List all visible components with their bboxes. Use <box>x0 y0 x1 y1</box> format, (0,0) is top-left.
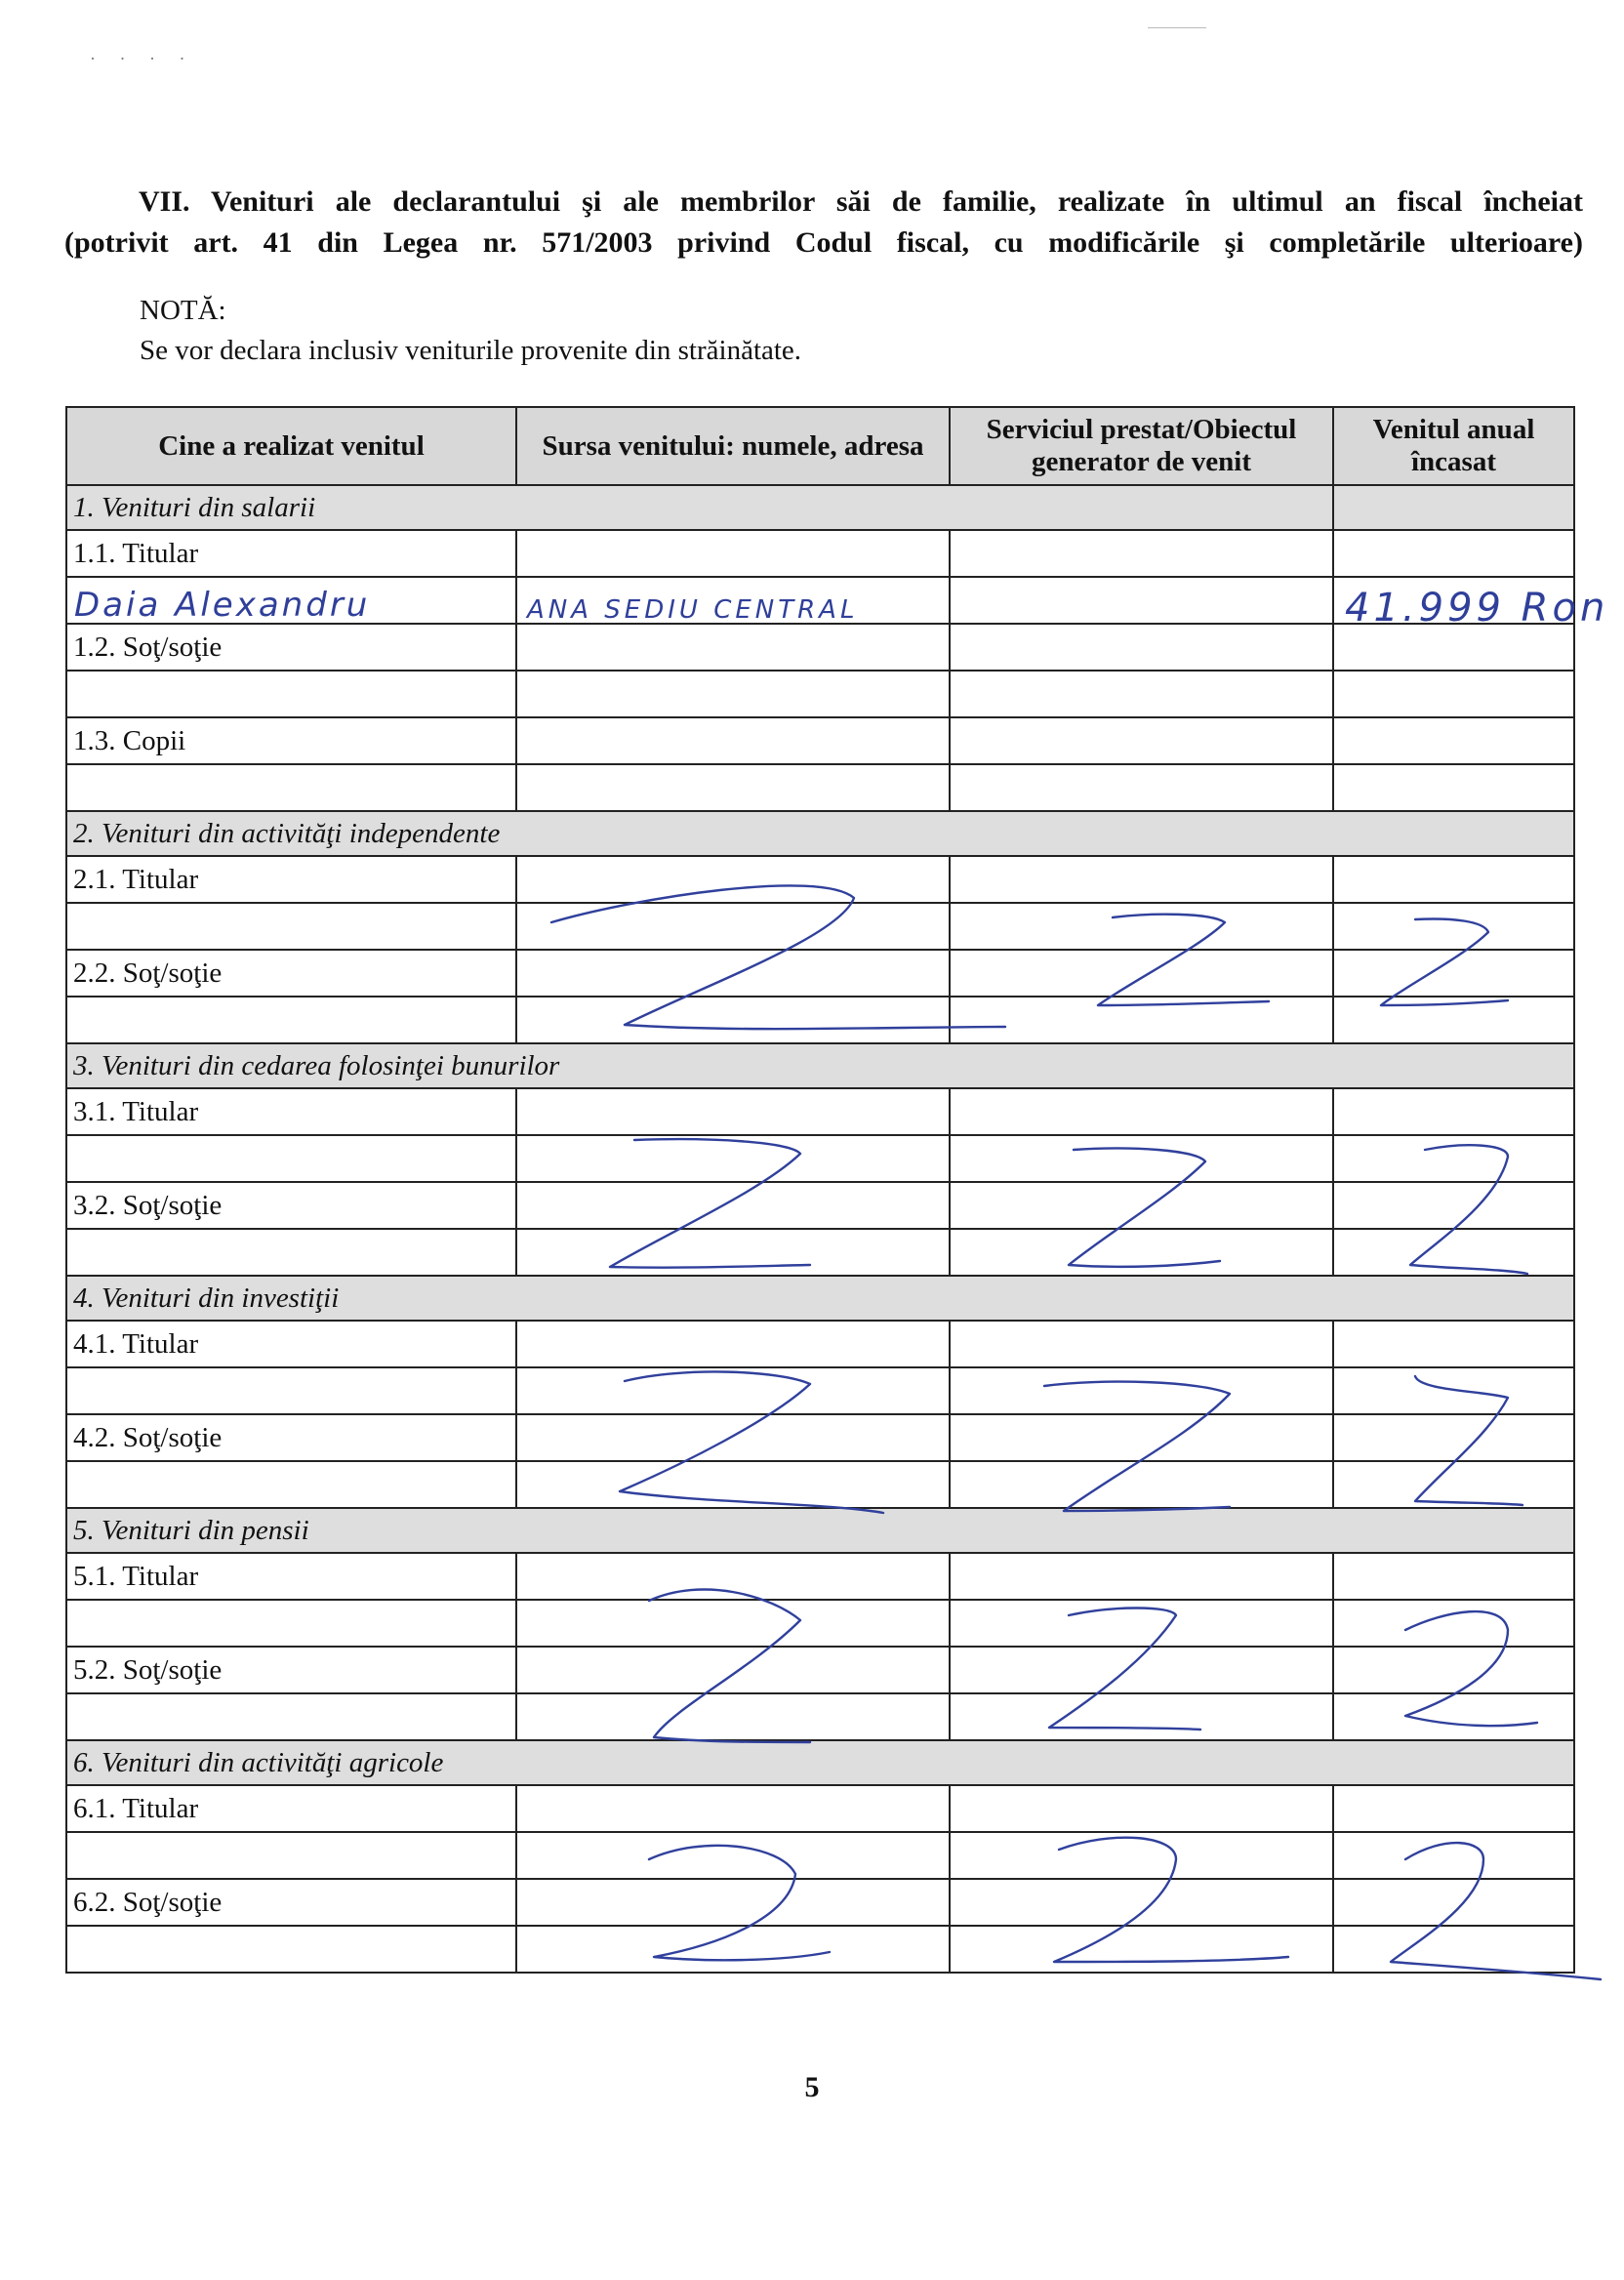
table-row <box>66 1832 1574 1879</box>
row-label: 2.2. Soţ/soţie <box>66 950 516 997</box>
table-row <box>66 1229 1574 1276</box>
table-row <box>66 997 1574 1043</box>
section-row-pensions <box>66 1508 1574 1553</box>
row-label: 5.2. Soţ/soţie <box>66 1647 516 1693</box>
table-row <box>66 671 1574 717</box>
cell <box>1333 764 1574 811</box>
cell <box>950 1600 1333 1647</box>
cell <box>66 903 516 950</box>
table-row <box>66 1879 1574 1926</box>
cell <box>1333 1785 1574 1832</box>
cell <box>1333 1461 1574 1508</box>
cell <box>516 717 950 764</box>
row-label: 1.3. Copii <box>66 717 516 764</box>
cell <box>950 1321 1333 1367</box>
cell <box>950 1182 1333 1229</box>
table-row <box>66 1461 1574 1508</box>
cell <box>950 1693 1333 1740</box>
scan-marks: · · · · <box>90 49 195 68</box>
cell <box>516 1461 950 1508</box>
table-row <box>66 1553 1574 1600</box>
section-row-investments <box>66 1276 1574 1321</box>
cell <box>1333 903 1574 950</box>
table-row <box>66 1647 1574 1693</box>
cell <box>950 764 1333 811</box>
cell <box>950 1135 1333 1182</box>
cell <box>950 1088 1333 1135</box>
table-row <box>66 1414 1574 1461</box>
row-label: 3.1. Titular <box>66 1088 516 1135</box>
cell <box>950 1879 1333 1926</box>
cell <box>66 1135 516 1182</box>
section-label: 6. Venituri din activităţi agricole <box>66 1740 1574 1785</box>
table-row <box>66 1135 1574 1182</box>
section-row-independent <box>66 811 1574 856</box>
row-label: 5.1. Titular <box>66 1553 516 1600</box>
cell <box>516 1229 950 1276</box>
note-text: Se vor declara inclusiv veniturile provenite din străinătate. <box>140 335 802 366</box>
cell <box>1333 624 1574 671</box>
cell <box>516 1832 950 1879</box>
cell <box>950 997 1333 1043</box>
table-row <box>66 950 1574 997</box>
section-blank <box>1333 485 1574 530</box>
cell <box>516 1088 950 1135</box>
table-row <box>66 1926 1574 1973</box>
income-table <box>65 406 1575 1974</box>
section-row-property-use <box>66 1043 1574 1088</box>
cell <box>516 950 950 997</box>
cell <box>950 856 1333 903</box>
section-label: 1. Venituri din salarii <box>66 485 1333 530</box>
cell <box>1333 950 1574 997</box>
cell <box>516 1135 950 1182</box>
heading-line-2: (potrivit art. 41 din Legea nr. 571/2003 privind Codul fiscal, cu modificările şi completările ulterioare) <box>64 226 1583 259</box>
section-row-salaries <box>66 485 1574 530</box>
table-row <box>66 1182 1574 1229</box>
section-heading <box>64 182 1583 264</box>
cell <box>950 903 1333 950</box>
cell <box>516 1321 950 1367</box>
table-row <box>66 1088 1574 1135</box>
note-title: NOTĂ: <box>140 295 226 326</box>
row-label: 1.1. Titular <box>66 530 516 577</box>
cell <box>516 1600 950 1647</box>
cell <box>1333 717 1574 764</box>
cell <box>516 671 950 717</box>
table-row <box>66 1693 1574 1740</box>
cell <box>516 1693 950 1740</box>
header-who: Cine a realizat venitul <box>66 407 516 485</box>
row-label: 4.1. Titular <box>66 1321 516 1367</box>
cell <box>1333 1926 1574 1973</box>
cell <box>516 624 950 671</box>
cell <box>950 530 1333 577</box>
table-row <box>66 764 1574 811</box>
cell <box>1333 856 1574 903</box>
cell <box>1333 997 1574 1043</box>
table-row <box>66 1785 1574 1832</box>
row-label: 6.1. Titular <box>66 1785 516 1832</box>
handwritten-amount: 41.999 Ron <box>1345 586 1609 631</box>
cell <box>66 997 516 1043</box>
cell <box>1333 1088 1574 1135</box>
cell <box>516 1879 950 1926</box>
table-row <box>66 1600 1574 1647</box>
table-header-row <box>66 407 1574 485</box>
cell <box>66 1693 516 1740</box>
table-row <box>66 903 1574 950</box>
cell <box>66 1229 516 1276</box>
section-row-agricultural <box>66 1740 1574 1785</box>
cell <box>1333 671 1574 717</box>
cell <box>950 1414 1333 1461</box>
table-row <box>66 856 1574 903</box>
cell <box>950 1367 1333 1414</box>
table-row <box>66 530 1574 577</box>
section-label: 5. Venituri din pensii <box>66 1508 1574 1553</box>
handwritten-source: ANA SEDIU CENTRAL <box>527 595 859 625</box>
cell <box>516 903 950 950</box>
cell <box>1333 1600 1574 1647</box>
row-label: 6.2. Soţ/soţie <box>66 1879 516 1926</box>
cell <box>516 1926 950 1973</box>
cell <box>516 530 950 577</box>
cell <box>950 1926 1333 1973</box>
table-row <box>66 717 1574 764</box>
cell <box>66 1461 516 1508</box>
cell <box>1333 1553 1574 1600</box>
row-label: 3.2. Soţ/soţie <box>66 1182 516 1229</box>
cell <box>516 1182 950 1229</box>
cell <box>1333 1321 1574 1367</box>
cell <box>950 717 1333 764</box>
cell <box>516 1367 950 1414</box>
table-row <box>66 1367 1574 1414</box>
cell <box>516 1553 950 1600</box>
cell <box>950 1647 1333 1693</box>
cell <box>1333 1414 1574 1461</box>
cell <box>516 997 950 1043</box>
cell <box>1333 530 1574 577</box>
section-label: 2. Venituri din activităţi independente <box>66 811 1574 856</box>
cell <box>516 1414 950 1461</box>
section-label: 3. Venituri din cedarea folosinţei bunurilor <box>66 1043 1574 1088</box>
cell <box>66 671 516 717</box>
cell <box>1333 1879 1574 1926</box>
cell <box>950 1832 1333 1879</box>
cell <box>66 1832 516 1879</box>
cell <box>1333 1135 1574 1182</box>
header-service: Serviciul prestat/Obiectul generator de venit <box>950 407 1333 485</box>
row-label: 1.2. Soţ/soţie <box>66 624 516 671</box>
cell <box>66 1600 516 1647</box>
heading-line-1: VII. Venituri ale declarantului şi ale membrilor săi de familie, realizate în ultimul an fiscal încheiat <box>139 185 1583 218</box>
cell <box>950 1785 1333 1832</box>
table-row <box>66 624 1574 671</box>
cell <box>1333 1182 1574 1229</box>
header-income: Venitul anual încasat <box>1333 407 1574 485</box>
section-label: 4. Venituri din investiţii <box>66 1276 1574 1321</box>
note-block <box>140 291 1408 371</box>
cell <box>1333 1693 1574 1740</box>
cell <box>516 1785 950 1832</box>
cell <box>1333 1367 1574 1414</box>
scan-line <box>1148 27 1206 28</box>
cell <box>1333 1229 1574 1276</box>
table-row <box>66 1321 1574 1367</box>
row-label: 2.1. Titular <box>66 856 516 903</box>
cell <box>950 1461 1333 1508</box>
cell <box>66 1926 516 1973</box>
cell <box>1333 1832 1574 1879</box>
row-label: 4.2. Soţ/soţie <box>66 1414 516 1461</box>
cell <box>950 1553 1333 1600</box>
cell <box>66 1367 516 1414</box>
cell <box>950 624 1333 671</box>
cell <box>1333 1647 1574 1693</box>
cell <box>516 856 950 903</box>
header-source: Sursa venitului: numele, adresa <box>516 407 950 485</box>
cell <box>950 950 1333 997</box>
cell <box>66 764 516 811</box>
cell <box>950 671 1333 717</box>
cell <box>516 1647 950 1693</box>
page-number: 5 <box>804 2071 820 2103</box>
handwritten-name: Daia Alexandru <box>74 586 371 625</box>
cell <box>516 764 950 811</box>
cell <box>950 577 1333 624</box>
cell <box>950 1229 1333 1276</box>
